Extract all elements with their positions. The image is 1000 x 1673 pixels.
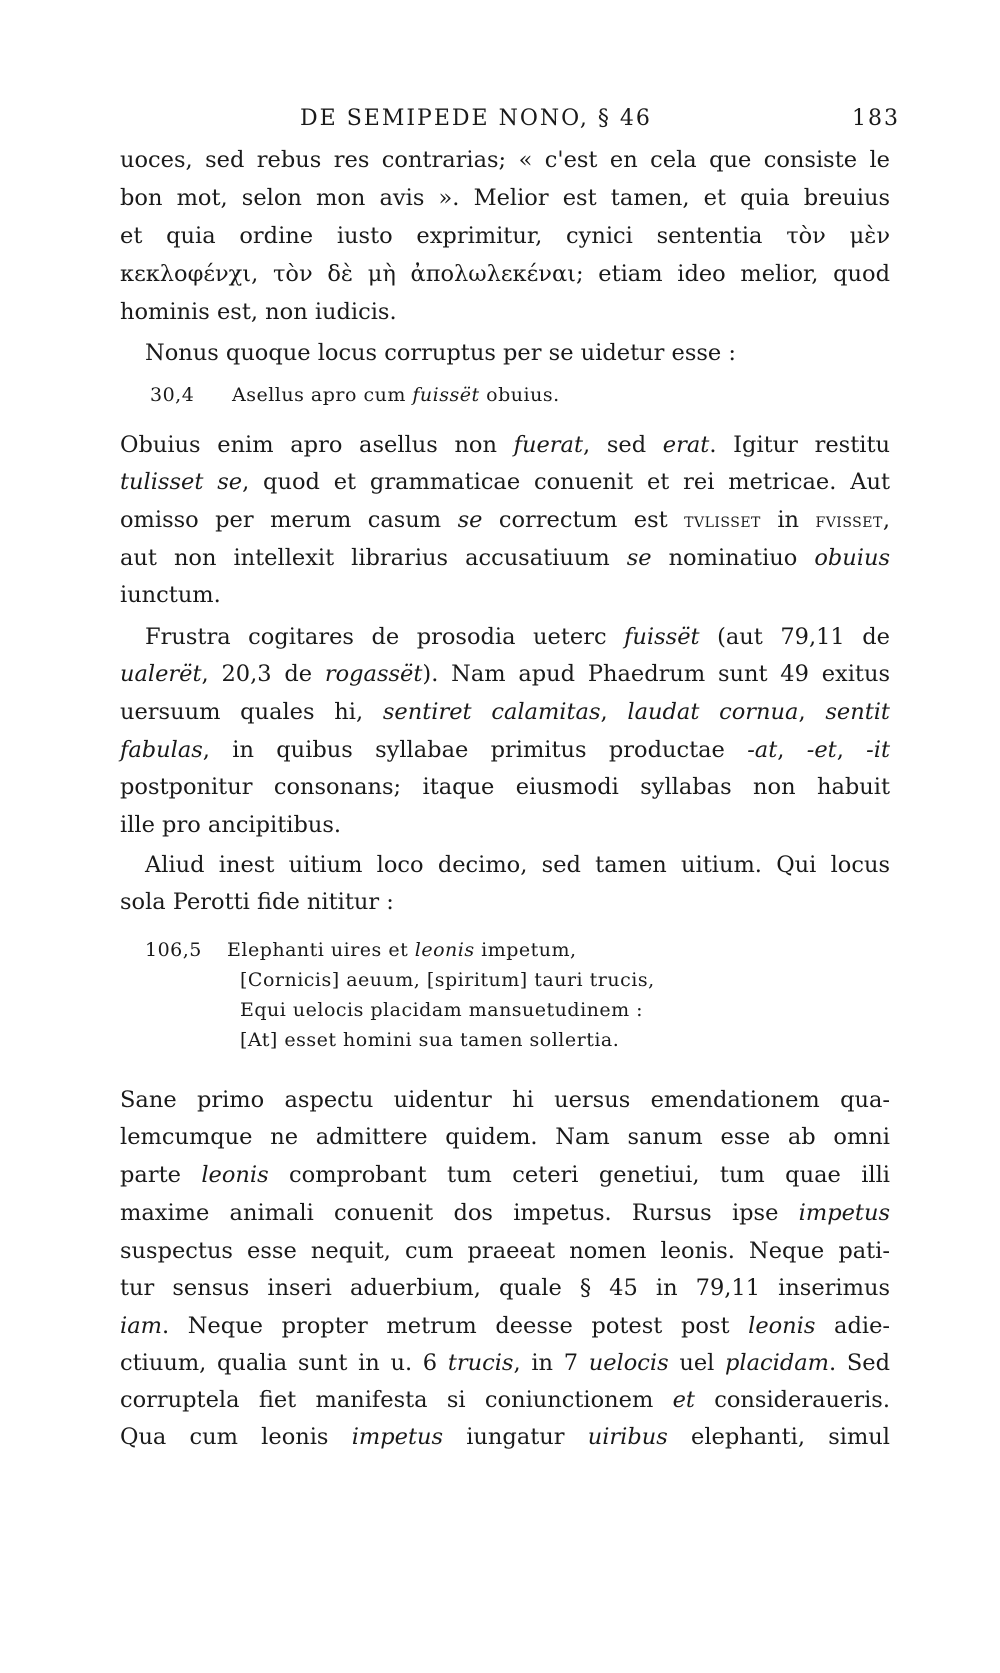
verse-quotation: [Cornicis] aeuum, [spiritum] tauri trucis, (240, 969, 655, 991)
text-line: Aliud inest uitium loco decimo, sed tamen uitium. Qui locus (145, 852, 890, 878)
text-line: postponitur consonans; itaque eiusmodi syllabas non habuit (120, 774, 890, 800)
text-line: parte leonis comprobant tum ceteri genetiui, tum quae illi (120, 1162, 890, 1188)
text-line: lemcumque ne admittere quidem. Nam sanum esse ab omni (120, 1124, 890, 1150)
text-line: corruptela fiet manifesta si coniunctionem et consideraueris. (120, 1387, 890, 1413)
text-line: Frustra cogitares de prosodia ueterc fuissët (aut 79,11 de (145, 624, 890, 650)
text-line: ualerët, 20,3 de rogassët). Nam apud Phaedrum sunt 49 exitus (120, 661, 890, 687)
text-line: Sane primo aspectu uidentur hi uersus emendationem qua- (120, 1087, 890, 1113)
page-number: 183 (852, 106, 900, 131)
text-line: tulisset se, quod et grammaticae conuenit et rei metricae. Aut (120, 469, 890, 495)
text-line: fabulas, in quibus syllabae primitus productae -at, -et, -it (120, 737, 890, 763)
text-line: ctiuum, qualia sunt in u. 6 trucis, in 7 uelocis uel placidam. Sed (120, 1350, 890, 1376)
verse-reference: 106,5 (145, 939, 202, 961)
verse-quotation: Equi uelocis placidam mansuetudinem : (240, 999, 644, 1021)
text-line: suspectus esse nequit, cum praeeat nomen leonis. Neque pati- (120, 1238, 890, 1264)
text-line: Qua cum leonis impetus iungatur uiribus elephanti, simul (120, 1424, 890, 1450)
verse-quotation: [At] esset homini sua tamen sollertia. (240, 1029, 620, 1051)
text-line: bon mot, selon mon avis ». Melior est tamen, et quia breuius (120, 185, 890, 211)
text-line: uoces, sed rebus res contrarias; « c'est en cela que consiste le (120, 147, 890, 173)
text-line: Nonus quoque locus corruptus per se uidetur esse : (145, 340, 736, 366)
text-line: tur sensus inseri aduerbium, quale § 45 in 79,11 inserimus (120, 1275, 890, 1301)
text-line: iunctum. (120, 582, 221, 608)
text-line: et quia ordine iusto exprimitur, cynici sententia τὸν μὲν (120, 223, 890, 249)
text-line: uersuum quales hi, sentiret calamitas, laudat cornua, sentit (120, 699, 890, 725)
verse-quotation: 30,4 Asellus apro cum fuissët obuius. (150, 380, 890, 410)
text-line: hominis est, non iudicis. (120, 299, 397, 325)
text-line: ille pro ancipitibus. (120, 812, 342, 838)
verse-quotation: 106,5 Elephanti uires et leonis impetum, (145, 935, 890, 965)
text-line: Obuius enim apro asellus non fuerat, sed erat. Igitur restitu (120, 432, 890, 458)
running-title: DE SEMIPEDE NONO, § 46 (300, 106, 652, 131)
text-line: omisso per merum casum se correctum est tvlisset in fvisset, (120, 507, 890, 533)
text-line: maxime animali conuenit dos impetus. Rursus ipse impetus (120, 1200, 890, 1226)
text-line: κεκλοφένχι, τὸν δὲ μὴ ἀπολωλεκέναι; etiam ideo melior, quod (120, 261, 890, 287)
text-line: sola Perotti fide nititur : (120, 889, 394, 915)
verse-reference: 30,4 (150, 384, 195, 406)
text-line: iam. Neque propter metrum deesse potest post leonis adie- (120, 1313, 890, 1339)
text-line: aut non intellexit librarius accusatiuum se nominatiuo obuius (120, 545, 890, 571)
